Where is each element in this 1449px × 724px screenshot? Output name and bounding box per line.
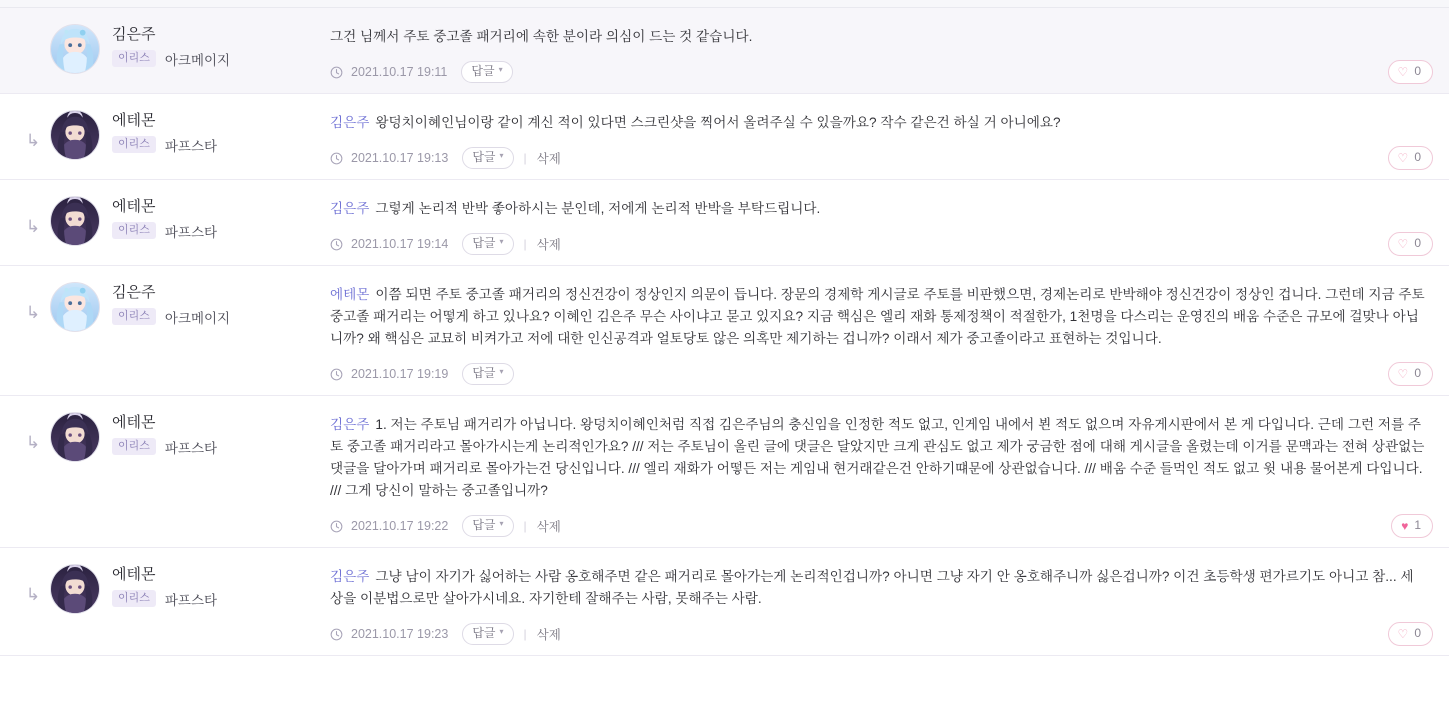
server-badge: 이리스: [112, 438, 156, 455]
job-label: 파프스타: [164, 440, 218, 456]
comment-body: [330, 194, 1433, 255]
reply-arrow-icon: ↳: [25, 585, 41, 605]
meta-separator: |: [523, 151, 527, 166]
author-tags: [112, 307, 230, 327]
comment-meta: [330, 623, 1425, 645]
heart-icon: ♥: [1401, 518, 1409, 533]
reply-button-label: 답글: [472, 149, 496, 164]
delete-button[interactable]: 삭제: [536, 520, 561, 535]
comment-text-content: 1. 저는 주토님 패거리가 아닙니다. 왕덩치이혜인처럼 직접 김은주님의 충신임을 인정한 적도 없고, 인게임 내에서 뵌 적도 없으며 자유게시판에서 본 게 다입니다. 근데 그런 저를 주토 중고졸 패거리라고 몰아가시는게 논리적인가요? /// 저는 주토님이 올린 글에 댓글은 달았지만 크게 관심도 없고 제가 궁금한 점에 대해 게시글을 올렸는데 이거를 문맥과는 전혀 상관없는 댓글을 달아가며 패거리로 몰아가는건 당신입니다. /// 엘리 재화가 어떻든 저는 게임내 현거래같은건 안하기떄문에 상관없습니다. /// 배움 수준 들먹인 적도 없고 윗 내용 물어본게 다입니다. /// 그게 당신이 말하는 중고졸입니까?: [330, 417, 1425, 499]
comment-author: [50, 410, 330, 462]
avatar[interactable]: [50, 282, 100, 332]
clock-icon: [330, 520, 343, 533]
comment-timestamp: 2021.10.17 19:19: [351, 367, 449, 382]
like-count: 0: [1414, 626, 1421, 641]
comment-text: [330, 280, 1425, 350]
server-badge: 이리스: [112, 136, 156, 153]
heart-icon: ♡: [1397, 366, 1409, 381]
comment-body: [330, 562, 1433, 645]
author-nickname[interactable]: 에테몬: [112, 198, 156, 216]
clock-icon: [330, 368, 343, 381]
reply-button[interactable]: [462, 623, 513, 646]
comment-body: [330, 22, 1433, 83]
clock-icon: [330, 628, 343, 641]
author-info: [112, 24, 230, 69]
author-info: [112, 412, 217, 457]
comment-body: [330, 410, 1433, 537]
comment-text: [330, 22, 1425, 48]
author-info: [112, 196, 217, 241]
mention-link[interactable]: 김은주: [330, 417, 370, 433]
author-tags: [112, 589, 217, 609]
author-info: [112, 282, 230, 327]
like-button[interactable]: [1391, 514, 1433, 538]
comment-text-content: 그건 님께서 주토 중고졸 패거리에 속한 분이라 의심이 드는 것 같습니다.: [330, 29, 753, 44]
author-nickname[interactable]: 에테몬: [112, 414, 156, 432]
top-divider: [0, 0, 1449, 8]
server-badge: 이리스: [112, 308, 156, 325]
job-label: 파프스타: [164, 224, 218, 240]
comment-timestamp: 2021.10.17 19:22: [351, 519, 449, 534]
reply-button-label: 답글: [472, 365, 496, 380]
mention-link[interactable]: 김은주: [330, 569, 370, 585]
comment-text: [330, 410, 1425, 502]
comment-reply: [0, 266, 1449, 396]
server-badge: 이리스: [112, 590, 156, 607]
like-count: 0: [1414, 64, 1421, 79]
author-info: [112, 110, 217, 155]
like-count: 0: [1414, 366, 1421, 381]
job-label: 파프스타: [164, 138, 218, 154]
comment-meta: [330, 147, 1425, 169]
mention-link[interactable]: 김은주: [330, 201, 370, 217]
job-label: 아크메이지: [164, 52, 231, 68]
author-tags: [112, 49, 230, 69]
comment-timestamp: 2021.10.17 19:13: [351, 151, 449, 166]
chevron-down-icon: ▾: [499, 237, 504, 247]
heart-icon: ♡: [1397, 64, 1409, 79]
comment-author: [50, 280, 330, 332]
author-nickname[interactable]: 김은주: [112, 26, 156, 43]
mention-link[interactable]: 김은주: [330, 115, 370, 131]
like-count: 1: [1414, 518, 1421, 533]
server-badge: 이리스: [112, 50, 156, 67]
comment-meta: [330, 61, 1425, 83]
like-button[interactable]: [1388, 232, 1433, 256]
delete-button[interactable]: 삭제: [536, 628, 561, 643]
reply-arrow-icon: ↳: [25, 433, 41, 453]
heart-icon: ♡: [1397, 150, 1409, 165]
job-label: 파프스타: [164, 592, 218, 608]
meta-separator: |: [523, 237, 527, 252]
reply-arrow-icon: [16, 22, 50, 46]
comment-meta: [330, 233, 1425, 255]
delete-button[interactable]: 삭제: [536, 238, 561, 253]
heart-icon: ♡: [1397, 236, 1409, 251]
comment-timestamp: 2021.10.17 19:14: [351, 237, 449, 252]
reply-button[interactable]: [462, 233, 513, 256]
like-count: 0: [1414, 150, 1421, 165]
comment-text-content: 그냥 남이 자기가 싫어하는 사람 옹호해주면 같은 패거리로 몰아가는게 논리적인겁니까? 아니면 그냥 자기 안 옹호해주니까 싫은겁니까? 이건 초등학생 편가르기도 아니고 참... 세상을 이분법으로만 살아가시네요. 자기한테 잘해주는 사람, 못해주는 사람.: [330, 569, 1414, 607]
job-label: 아크메이지: [164, 310, 231, 326]
comment-author: [50, 108, 330, 160]
avatar[interactable]: [50, 412, 100, 462]
reply-button[interactable]: [462, 363, 513, 386]
like-button[interactable]: [1388, 622, 1433, 646]
author-nickname[interactable]: 김은주: [112, 284, 156, 302]
author-nickname[interactable]: 에테몬: [112, 566, 156, 584]
clock-icon: [330, 238, 343, 251]
reply-button-label: 답글: [471, 63, 495, 78]
clock-icon: [330, 66, 343, 79]
comment-author: [50, 194, 330, 246]
avatar[interactable]: [50, 110, 100, 160]
comment-reply: [0, 396, 1449, 548]
comment-meta: [330, 515, 1425, 537]
comment-text: [330, 562, 1425, 610]
reply-button-label: 답글: [472, 625, 496, 640]
author-info: [112, 564, 217, 609]
comment-author: [50, 22, 330, 74]
like-button[interactable]: [1388, 146, 1433, 170]
reply-button[interactable]: [461, 61, 512, 84]
reply-button[interactable]: [462, 515, 513, 538]
comment-body: [330, 108, 1433, 169]
comment-body: [330, 280, 1433, 385]
comment-reply: [0, 94, 1449, 180]
avatar[interactable]: [50, 24, 100, 74]
avatar[interactable]: [50, 196, 100, 246]
reply-button-label: 답글: [472, 517, 496, 532]
like-count: 0: [1414, 236, 1421, 251]
chevron-down-icon: ▾: [499, 151, 504, 161]
comment-text-content: 왕덩치이혜인님이랑 같이 계신 적이 있다면 스크린샷을 찍어서 올려주실 수 있을까요? 작수 같은건 하실 거 아니에요?: [375, 115, 1061, 131]
chevron-down-icon: ▾: [499, 367, 504, 377]
comment-reply: [0, 548, 1449, 656]
chevron-down-icon: ▾: [499, 519, 504, 529]
meta-separator: |: [523, 627, 527, 642]
clock-icon: [330, 152, 343, 165]
comment-list: [0, 8, 1449, 656]
meta-separator: |: [523, 519, 527, 534]
delete-button[interactable]: 삭제: [536, 152, 561, 167]
comment-text: [330, 108, 1425, 134]
chevron-down-icon: ▾: [499, 627, 504, 637]
comment-text: [330, 194, 1425, 220]
comment-timestamp: 2021.10.17 19:23: [351, 627, 449, 642]
author-tags: [112, 437, 217, 457]
comment-meta: [330, 363, 1425, 385]
comment-author: [50, 562, 330, 614]
chevron-down-icon: ▾: [498, 65, 503, 75]
reply-button[interactable]: [462, 147, 513, 170]
reply-button-label: 답글: [472, 235, 496, 250]
mention-link[interactable]: 에테몬: [330, 287, 370, 303]
comment-text-content: 그렇게 논리적 반박 좋아하시는 분인데, 저에게 논리적 반박을 부탁드립니다.: [375, 201, 821, 217]
comment-reply: [0, 180, 1449, 266]
heart-icon: ♡: [1397, 626, 1409, 641]
avatar[interactable]: [50, 564, 100, 614]
reply-arrow-icon: ↳: [25, 217, 41, 237]
author-nickname[interactable]: 에테몬: [112, 112, 156, 130]
comment-root: [0, 8, 1449, 94]
comment-timestamp: 2021.10.17 19:11: [351, 65, 448, 80]
author-tags: [112, 135, 217, 155]
reply-arrow-icon: ↳: [25, 303, 41, 323]
like-button[interactable]: [1388, 60, 1433, 84]
like-button[interactable]: [1388, 362, 1433, 386]
comment-text-content: 이쯤 되면 주토 중고졸 패거리의 정신건강이 정상인지 의문이 듭니다. 장문의 경제학 게시글로 주토를 비판했으면, 경제논리로 반박해야 정신건강이 정상인 겁니다. 그런데 지금 주토 중고졸 패거리는 어떻게 하고 있나요? 이혜인 김은주 무슨 사이냐고 묻고 있지요? 지금 핵심은 엘리 재화 통제정책이 적절한가, 1천명을 다스리는 운영진의 배움 수준은 규모에 걸맞나 아닙니까? 왜 핵심은 교묘히 비켜가고 저에 대한 인신공격과 얼토당토 않은 의혹만 제기하는 겁니까? 이래서 제가 중고졸이라고 표현하는 것입니다.: [330, 287, 1425, 347]
author-tags: [112, 221, 217, 241]
reply-arrow-icon: ↳: [25, 131, 41, 151]
server-badge: 이리스: [112, 222, 156, 239]
